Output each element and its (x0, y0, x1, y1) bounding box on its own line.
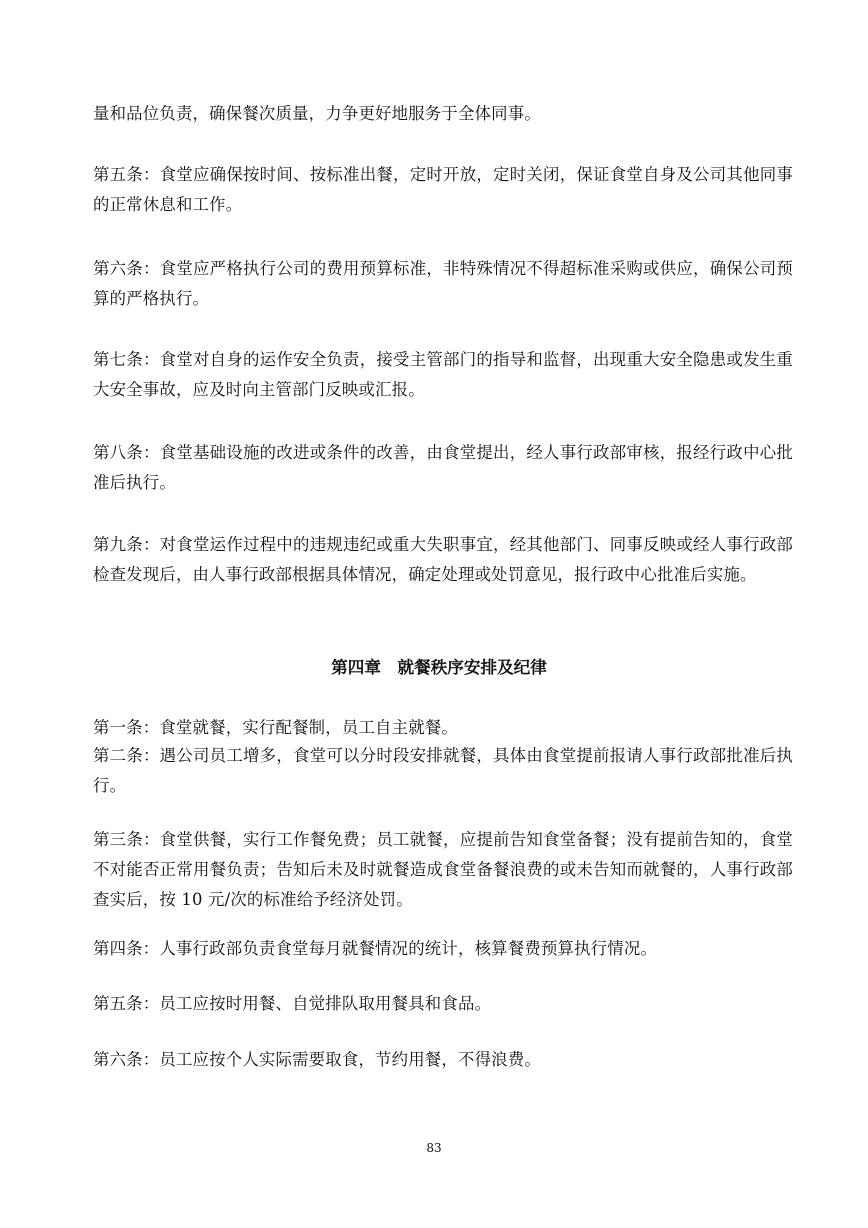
article-9-canteen: 第九条：对食堂运作过程中的违规违纪或重大失职事宜，经其他部门、同事反映或经人事行政部检查发现后，由人事行政部根据具体情况，确定处理或处罚意见，报行政中心批准后实施。 (93, 535, 793, 584)
article-7-canteen: 第七条：食堂对自身的运作安全负责，接受主管部门的指导和监督，出现重大安全隐患或发生重大安全事故，应及时向主管部门反映或汇报。 (93, 350, 793, 399)
dining-article-4: 第四条：人事行政部负责食堂每月就餐情况的统计，核算餐费预算执行情况。 (93, 939, 658, 958)
article-8-canteen: 第八条：食堂基础设施的改进或条件的改善，由食堂提出，经人事行政部审核，报经行政中心批准后执行。 (93, 443, 793, 492)
dining-article-1: 第一条：食堂就餐，实行配餐制，员工自主就餐。 (93, 718, 458, 737)
article-6-canteen: 第六条：食堂应严格执行公司的费用预算标准，非特殊情况不得超标准采购或供应，确保公司预算的严格执行。 (93, 259, 793, 308)
dining-article-2: 第二条：遇公司员工增多，食堂可以分时段安排就餐，具体由食堂提前报请人事行政部批准后执行。 (93, 746, 793, 795)
dining-article-3: 第三条：食堂供餐，实行工作餐免费；员工就餐，应提前告知食堂备餐；没有提前告知的，食堂不对能否正常用餐负责；告知后未及时就餐造成食堂备餐浪费的或未告知而就餐的，人事行政部查实后，按 10 元/次的标准给予经济处罚。 (93, 830, 793, 909)
article-5-canteen: 第五条：食堂应确保按时间、按标准出餐，定时开放，定时关闭，保证食堂自身及公司其他同事的正常休息和工作。 (93, 165, 793, 214)
dining-article-5: 第五条：员工应按时用餐、自觉排队取用餐具和食品。 (93, 994, 492, 1013)
page-number: 83 (426, 1141, 442, 1155)
dining-article-6: 第六条：员工应按个人实际需要取食，节约用餐，不得浪费。 (93, 1050, 541, 1069)
chapter-heading: 第四章 就餐秩序安排及纪律 (331, 657, 547, 677)
paragraph-continuation: 量和品位负责，确保餐次质量，力争更好地服务于全体同事。 (93, 104, 541, 123)
